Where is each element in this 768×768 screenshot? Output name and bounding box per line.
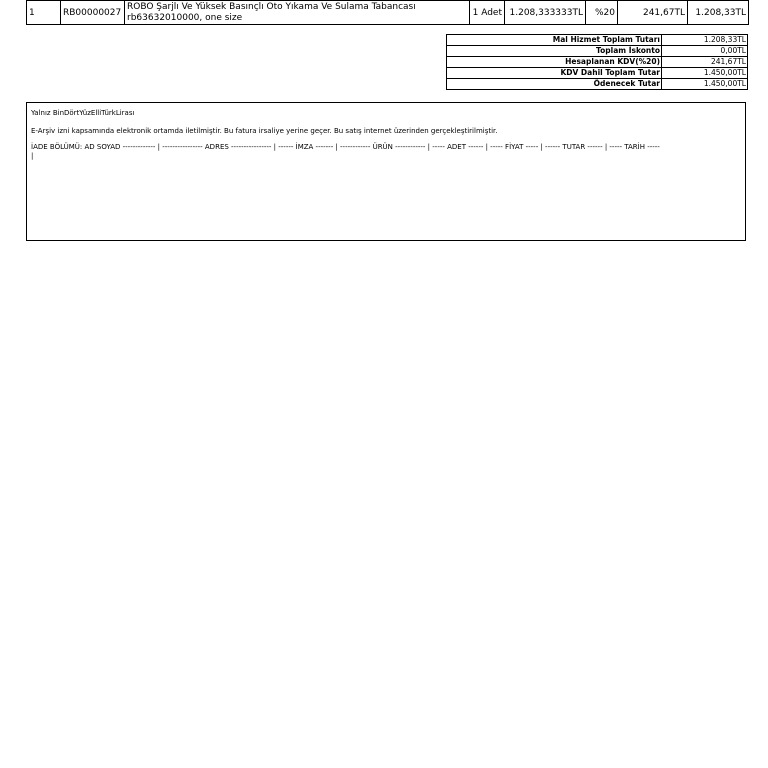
totals-label: Hesaplanan KDV(%20)	[447, 57, 662, 68]
totals-label: Toplam İskonto	[447, 46, 662, 57]
totals-row	[447, 35, 748, 46]
totals-value: 241,67TL	[662, 57, 748, 68]
item-description-line1: ROBO Şarjlı Ve Yüksek Basınçlı Oto Yıkama Ve Sulama Tabancası	[127, 1, 416, 12]
totals-label: Ödenecek Tutar	[447, 79, 662, 90]
totals-row	[447, 79, 748, 90]
totals-table	[446, 34, 748, 90]
totals-row	[447, 68, 748, 79]
return-section: İADE BÖLÜMÜ: AD SOYAD ------------- | ---------------- ADRES ---------------- | ------ İMZA ------- | ------------ ÜRÜN ------------ | ----- ADET ------ | ----- FİYAT ----- | ------ TUTAR ------ | ----- TARİH -----	[31, 143, 660, 151]
totals-value: 1.450,00TL	[662, 68, 748, 79]
totals-value: 1.450,00TL	[662, 79, 748, 90]
amount-in-words: Yalnız BinDörtYüzElliTürkLirası	[31, 109, 135, 117]
item-quantity: 1 Adet	[470, 1, 505, 25]
item-description-line2: rb63632010000, one size	[127, 12, 243, 23]
invoice-items-table	[26, 0, 749, 25]
item-total: 1.208,33TL	[688, 1, 749, 25]
totals-value: 0,00TL	[662, 46, 748, 57]
totals-row	[447, 46, 748, 57]
item-description	[125, 1, 470, 25]
totals-value: 1.208,33TL	[662, 35, 748, 46]
earchive-note: E-Arşiv izni kapsamında elektronik ortamda iletilmiştir. Bu fatura irsaliye yerine geçer. Bu satış internet üzerinden gerçekleştirilmiştir.	[31, 127, 498, 135]
item-vat-amount: 241,67TL	[618, 1, 688, 25]
notes-box	[26, 102, 746, 241]
item-code: RB00000027	[61, 1, 125, 25]
table-row	[27, 1, 749, 25]
totals-row	[447, 57, 748, 68]
item-vat-rate: %20	[586, 1, 618, 25]
return-section-end: |	[31, 152, 34, 160]
totals-label: KDV Dahil Toplam Tutar	[447, 68, 662, 79]
item-no: 1	[27, 1, 61, 25]
totals-label: Mal Hizmet Toplam Tutarı	[447, 35, 662, 46]
item-unit-price: 1.208,333333TL	[505, 1, 586, 25]
